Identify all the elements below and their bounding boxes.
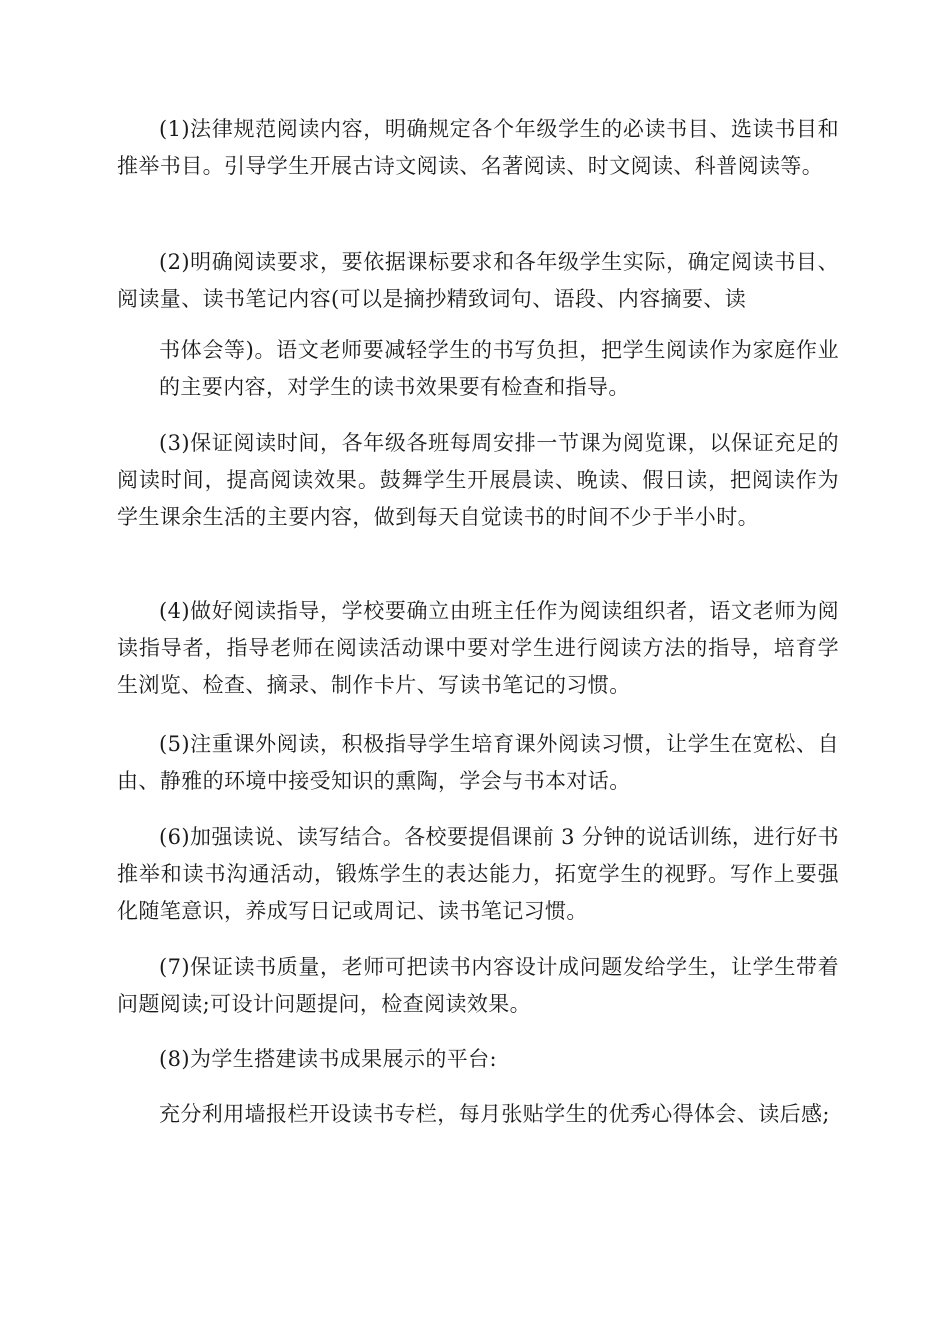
paragraph-9: 充分利用墙报栏开设读书专栏，每月张贴学生的优秀心得体会、读后感; — [159, 1102, 830, 1126]
paragraph-6: (6)加强读说、读写结合。各校要提倡课前 3 分钟的说话训练，进行好书推举和读书沟通活动，锻炼学生的表达能力，拓宽学生的视野。写作上要强化随笔意识，养成写日记或周记、读书笔记习惯。 — [117, 825, 839, 923]
paragraph-5: (5)注重课外阅读，积极指导学生培育课外阅读习惯，让学生在宽松、自由、静雅的环境中接受知识的熏陶，学会与书本对话。 — [117, 732, 839, 793]
paragraph-7: (7)保证读书质量，老师可把读书内容设计成问题发给学生，让学生带着问题阅读;可设计问题提问，检查阅读效果。 — [117, 955, 839, 1016]
paragraph-3: (3)保证阅读时间，各年级各班每周安排一节课为阅览课，以保证充足的阅读时间，提高阅读效果。鼓舞学生开展晨读、晚读、假日读，把阅读作为学生课余生活的主要内容，做到每天自觉读书的时间不少于半小时。 — [117, 431, 839, 529]
paragraph-2: (2)明确阅读要求，要依据课标要求和各年级学生实际，确定阅读书目、阅读量、读书笔记内容(可以是摘抄精致词句、语段、内容摘要、读 — [117, 250, 839, 311]
paragraph-8: (8)为学生搭建读书成果展示的平台: — [159, 1047, 498, 1071]
paragraph-1: (1)法律规范阅读内容，明确规定各个年级学生的必读书目、选读书目和推举书目。引导学生开展古诗文阅读、名著阅读、时文阅读、科普阅读等。 — [117, 117, 839, 178]
paragraph-4: (4)做好阅读指导，学校要确立由班主任作为阅读组织者，语文老师为阅读指导者，指导老师在阅读活动课中要对学生进行阅读方法的指导，培育学生浏览、检查、摘录、制作卡片、写读书笔记的习惯。 — [117, 599, 839, 697]
paragraph-2-continued: 书体会等)。语文老师要减轻学生的书写负担，把学生阅读作为家庭作业的主要内容，对学生的读书效果要有检查和指导。 — [159, 338, 839, 399]
